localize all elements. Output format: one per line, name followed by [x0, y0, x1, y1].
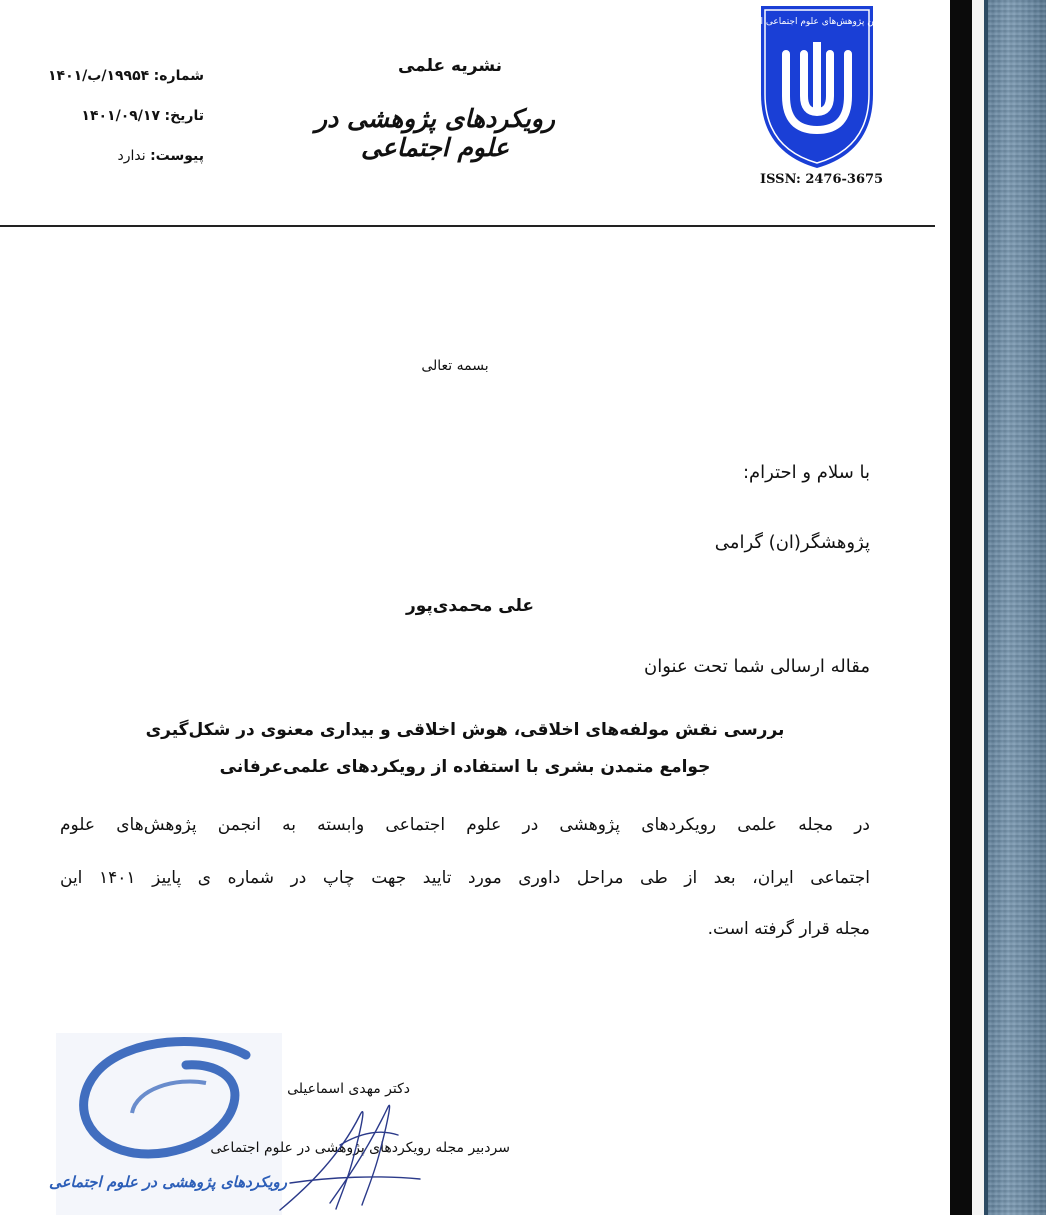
- association-logo: [743, 2, 891, 170]
- article-title-line-1: بررسی نقش مولفه‌های اخلاقی، هوش اخلاقی و بیداری معنوی در شکل‌گیری: [145, 720, 785, 740]
- journal-name: رویکردهای پژوهشی در علوم اجتماعی: [315, 104, 555, 162]
- intro-text: مقاله ارسالی شما تحت عنوان: [644, 656, 870, 677]
- date-value: ۱۴۰۱/۰۹/۱۷: [81, 108, 161, 124]
- logo-text: انجمن پژوهش‌های علوم اجتماعی ایران: [743, 17, 891, 27]
- journal-seal: [48, 1033, 288, 1215]
- author-name: علی محمدی‌پور: [405, 596, 535, 616]
- article-title-line-2: جوامع متمدن بشری با استفاده از رویکردهای علمی‌عرفانی: [219, 757, 711, 777]
- signer-role: سردبیر مجله رویکردهای پژوهشی در علوم اجتماعی: [210, 1140, 510, 1156]
- body-line-2: اجتماعی ایران، بعد از طی مراحل داوری مورد تایید جهت چاپ در شماره ی پاییز ۱۴۰۱ این: [60, 868, 870, 888]
- seal-text: رویکردهای پژوهشی در علوم اجتماعی: [48, 1173, 288, 1191]
- page-border-white: [972, 0, 984, 1215]
- issn-label: ISSN: 2476-3675: [760, 172, 884, 187]
- handwritten-signature: [270, 1085, 430, 1215]
- signer-name: دکتر مهدی اسماعیلی: [287, 1081, 410, 1097]
- page-border-texture: [984, 0, 1046, 1215]
- date-label: تاریخ:: [164, 108, 204, 124]
- page-border-black: [950, 0, 972, 1215]
- letter-attachment: [14, 148, 204, 164]
- attachment-label: پیوست:: [150, 148, 204, 164]
- header-divider: [0, 225, 935, 227]
- attachment-value: ندارد: [117, 148, 146, 164]
- letter-date: [14, 108, 204, 124]
- body-line-3: مجله قرار گرفته است.: [707, 919, 870, 939]
- salutation: با سلام و احترام:: [742, 462, 870, 483]
- recipient: پژوهشگر(ان) گرامی: [714, 532, 870, 553]
- journal-type: نشریه علمی: [397, 56, 503, 76]
- number-value: ۱۹۹۵۴/ب/۱۴۰۱: [47, 68, 150, 84]
- body-line-1: در مجله علمی رویکردهای پژوهشی در علوم اجتماعی وابسته به انجمن پژوهش‌های علوم: [60, 815, 870, 835]
- number-label: شماره:: [153, 68, 204, 84]
- letter-number: [14, 68, 204, 84]
- bismillah: بسمه تعالی: [421, 358, 489, 374]
